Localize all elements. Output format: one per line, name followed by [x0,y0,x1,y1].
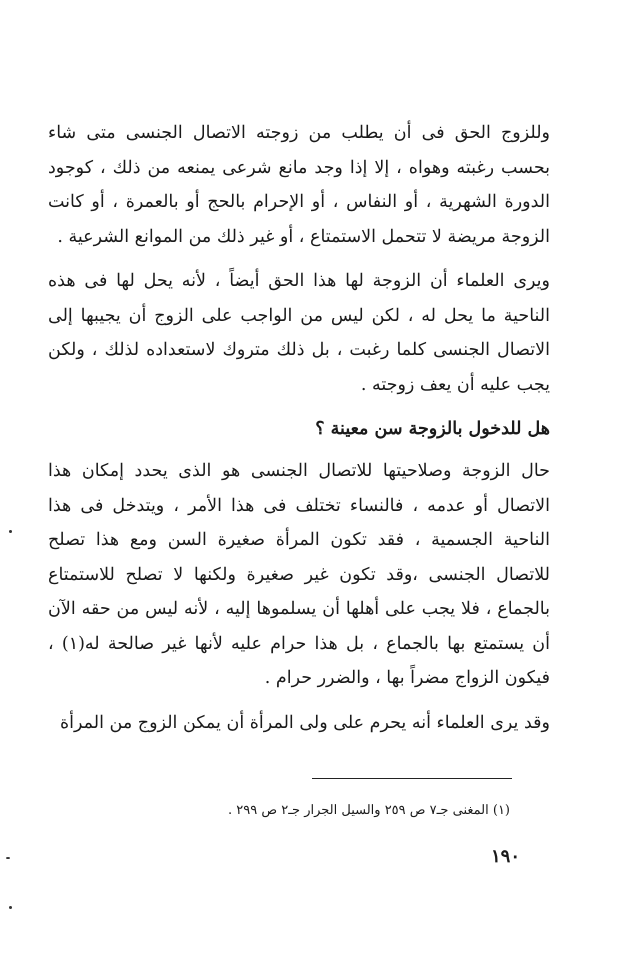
scan-speck [6,857,10,859]
scan-speck [9,530,12,533]
paragraph-guardian: وقد يرى العلماء أنه يحرم على ولى المرأة أن يمكن الزوج من المرأة [59,712,550,733]
paragraph-age-condition: حال الزوجة وصلاحيتها للاتصال الجنسى هو الذى يحدد إمكان هذا الاتصال أو عدمه ، فالنساء تختلف فى هذا الأمر ، ويتدخل فى هذا الناحية الجسمية ، فقد تكون المرأة صغيرة السن ومع هذا تصلح للاتصال الجنسى ،وقد تكون غير صغيرة ولكنها لا تصلح للاستمتاع بالجماع ، فلا يجب على أهلها أن يسلموها إليه ، لأنه ليس من حقه الآن أن يستمتع بها بالجماع ، بل هذا حرام عليه لأنها غير صالحة له(١) ، فيكون الزواج مضراً بها ، والضرر حرام . [48,461,550,688]
paragraph-spouse-rights: وللزوج الحق فى أن يطلب من زوجته الاتصال الجنسى متى شاء بحسب رغبته وهواه ، إلا إذا وجد مانع شرعى يمنعه من ذلك ، كوجود الدورة الشهرية ، أو النفاس ، أو الإحرام بالحج أو بالعمرة ، أو كانت الزوجة مريضة لا تتحمل الاستمتاع ، أو غير ذلك من الموانع الشرعية . [48,123,550,247]
footnote: (١) المغنى جـ٧ ص ٢٥٩ والسيل الجرار جـ٢ ص ٢٩٩ . [228,803,510,818]
scan-speck [9,906,12,909]
section-heading: هل للدخول بالزوجة سن معينة ؟ [315,419,550,439]
page-body [48,116,550,740]
page-number: ١٩٠ [490,846,520,867]
footnote-divider [312,778,512,779]
paragraph-wife-rights: ويرى العلماء أن الزوجة لها هذا الحق أيضاً ، لأنه يحل لها فى هذه الناحية ما يحل له ، لكن ليس من الواجب على الزوج أن يجيبها إلى الاتصال الجنسى كلما رغبت ، بل ذلك متروك لاستعداده لذلك ، ولكن يجب عليه أن يعف زوجته . [48,271,550,395]
